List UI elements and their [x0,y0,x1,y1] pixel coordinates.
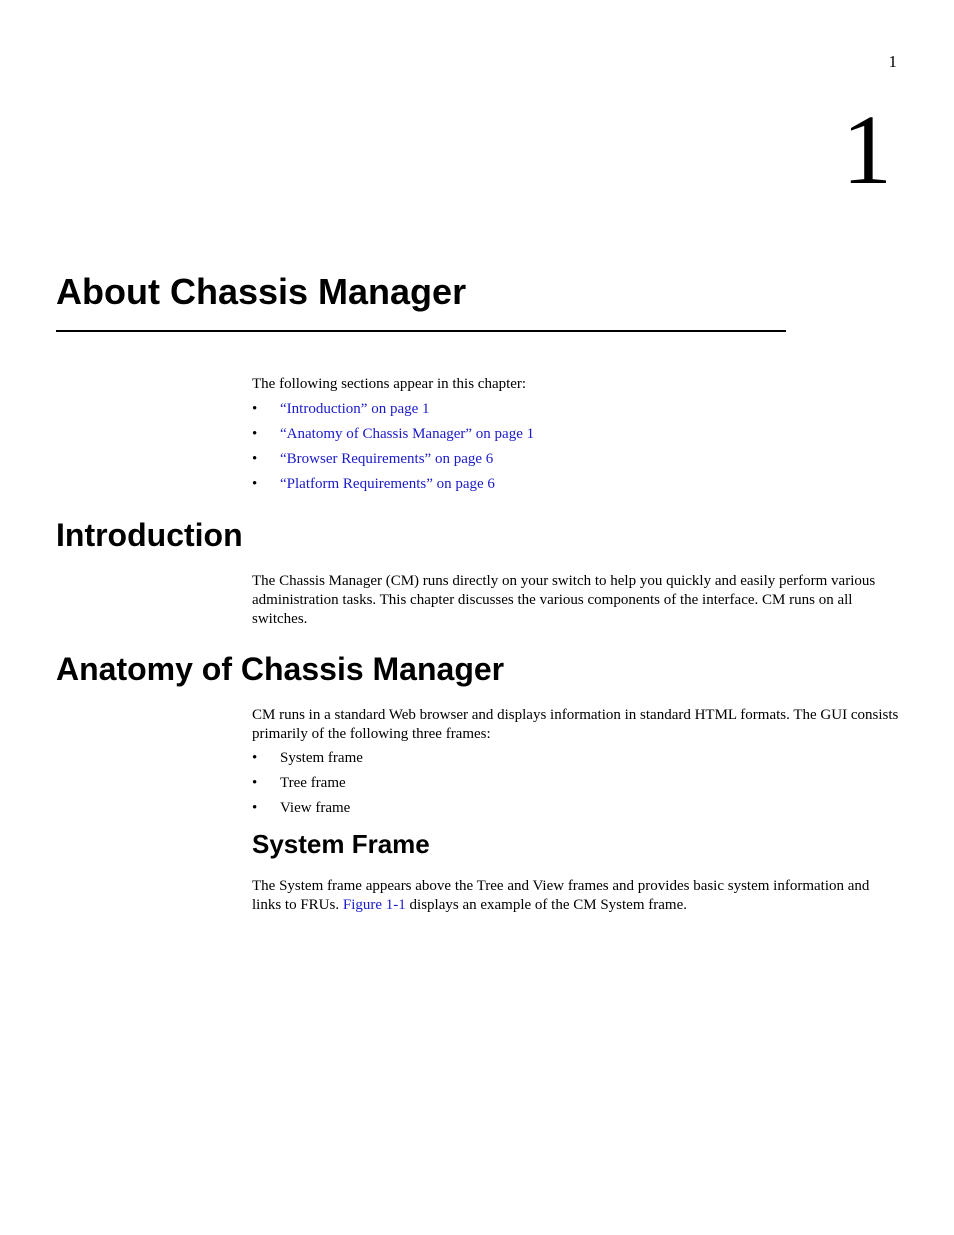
introduction-body: The Chassis Manager (CM) runs directly on your switch to help you quickly and easily perform various administration tasks. This chapter discusses the various components of the interface. CM runs on all switches. [252,573,876,627]
system-frame-body-text-end: displays an example of the CM System frame. [405,897,687,913]
bullet-icon: • [252,476,258,492]
frames-list [252,749,363,824]
frame-item-system: System frame [280,750,363,766]
chapter-number: 1 [842,94,892,205]
page-number: 1 [888,52,897,71]
introduction-heading: Introduction [56,517,243,553]
bullet-icon: • [252,775,258,791]
section-link-anatomy[interactable]: “Anatomy of Chassis Manager” on page 1 [280,426,535,442]
section-link-introduction[interactable]: “Introduction” on page 1 [280,401,430,417]
system-frame-body [252,877,902,915]
bullet-icon: • [252,800,258,816]
system-frame-heading: System Frame [252,829,430,859]
bullet-icon: • [252,750,258,766]
system-frame-body-text: The System frame appears above the Tree and View frames and provides basic system information and links to FRUs. [252,878,870,913]
chapter-title: About Chassis Manager [56,271,467,312]
section-list [252,400,534,500]
list-item [252,425,534,450]
figure-link[interactable]: Figure 1-1 [342,897,406,913]
section-list-lead: The following sections appear in this chapter: [252,376,527,392]
section-link-platform-requirements[interactable]: “Platform Requirements” on page 6 [280,476,495,492]
anatomy-body: CM runs in a standard Web browser and displays information in standard HTML formats. The GUI consists primarily of the following three frames: [252,707,899,742]
list-item [252,774,363,799]
list-item [252,450,534,475]
section-link-browser-requirements[interactable]: “Browser Requirements” on page 6 [280,451,494,467]
list-item [252,400,534,425]
frame-item-view: View frame [280,800,351,816]
list-item [252,799,363,824]
chapter-title-rule [56,330,786,332]
bullet-icon: • [252,401,258,417]
bullet-icon: • [252,426,258,442]
frame-item-tree: Tree frame [280,775,346,791]
list-item [252,749,363,774]
list-item [252,475,534,500]
bullet-icon: • [252,451,258,467]
anatomy-heading: Anatomy of Chassis Manager [56,651,505,687]
